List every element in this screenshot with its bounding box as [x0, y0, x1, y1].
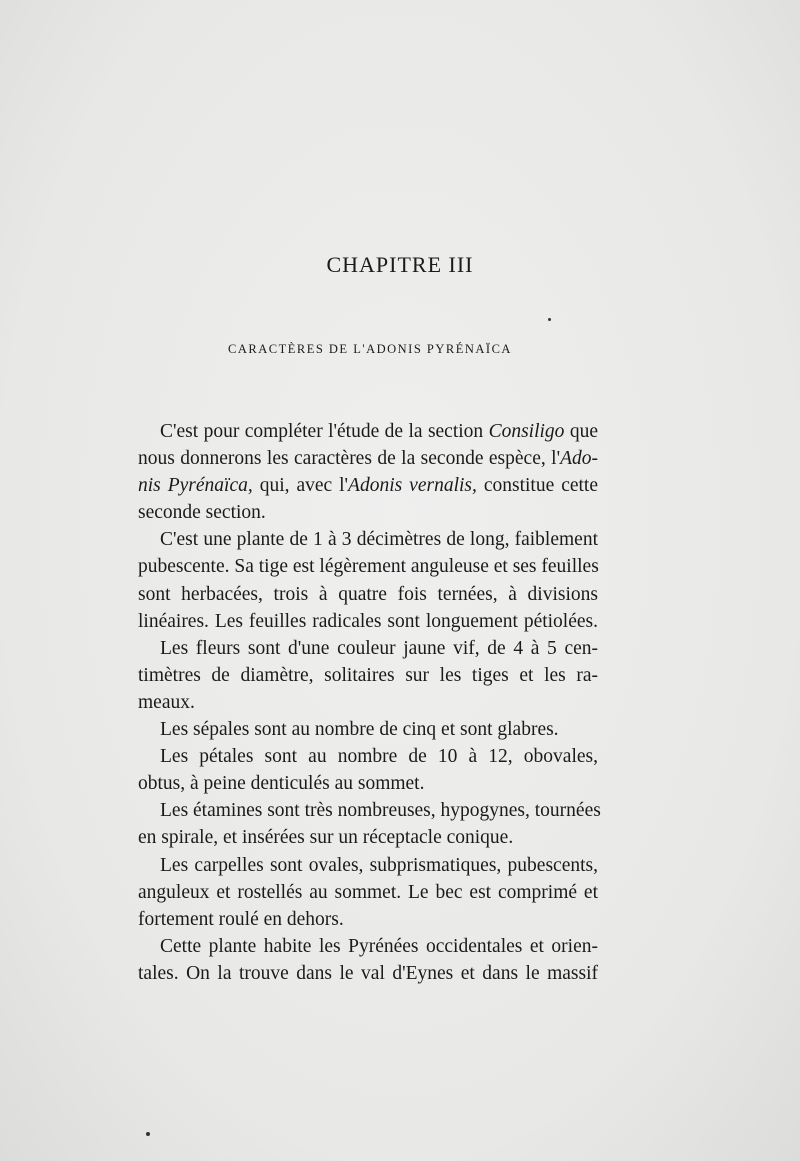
text-line: Les sépales sont au nombre de cinq et sont glabres.: [160, 719, 559, 741]
chapter-subtitle: CARACTÈRES DE L'ADONIS PYRÉNAÏCA: [228, 342, 512, 356]
text-line: linéaires. Les feuilles radicales sont longuement pétiolées.: [138, 610, 598, 632]
text-line: seconde section.: [138, 502, 266, 524]
text-line: C'est pour compléter l'étude de la section Consiligo que: [160, 421, 598, 442]
text-line: fortement roulé en dehors.: [138, 908, 344, 930]
text-line: Les étamines sont très nombreuses, hypogynes, tournées: [160, 800, 601, 822]
ink-speck: [548, 318, 551, 321]
text-line: anguleux et rostellés au sommet. Le bec est comprimé et: [138, 881, 598, 903]
text-line: Cette plante habite les Pyrénées occidentales et orien-: [160, 935, 598, 957]
text-line: pubescente. Sa tige est légèrement anguleuse et ses feuilles: [138, 556, 599, 578]
text-line: Les pétales sont au nombre de 10 à 12, obovales,: [160, 746, 598, 768]
body-text: [138, 418, 601, 987]
text-line: nis Pyrénaïca, qui, avec l'Adonis vernalis, constitue cette: [138, 475, 598, 497]
text-line: sont herbacées, trois à quatre fois ternées, à divisions: [138, 583, 598, 605]
text-line: en spirale, et insérées sur un réceptacle conique.: [138, 827, 514, 849]
text-line: timètres de diamètre, solitaires sur les tiges et les ra-: [138, 664, 598, 686]
text-line: nous donnerons les caractères de la seconde espèce, l'Ado-: [138, 448, 598, 470]
text-line: C'est une plante de 1 à 3 décimètres de long, faiblement: [160, 529, 598, 551]
ink-speck: [146, 1132, 150, 1136]
text-line: Les carpelles sont ovales, subprismatiques, pubescents,: [160, 854, 598, 876]
text-line: obtus, à peine denticulés au sommet.: [138, 773, 425, 795]
text-line: tales. On la trouve dans le val d'Eynes et dans le massif: [138, 962, 598, 984]
text-line: meaux.: [138, 691, 195, 713]
chapter-title: CHAPITRE III: [326, 252, 474, 277]
text-line: Les fleurs sont d'une couleur jaune vif, de 4 à 5 cen-: [160, 637, 598, 659]
